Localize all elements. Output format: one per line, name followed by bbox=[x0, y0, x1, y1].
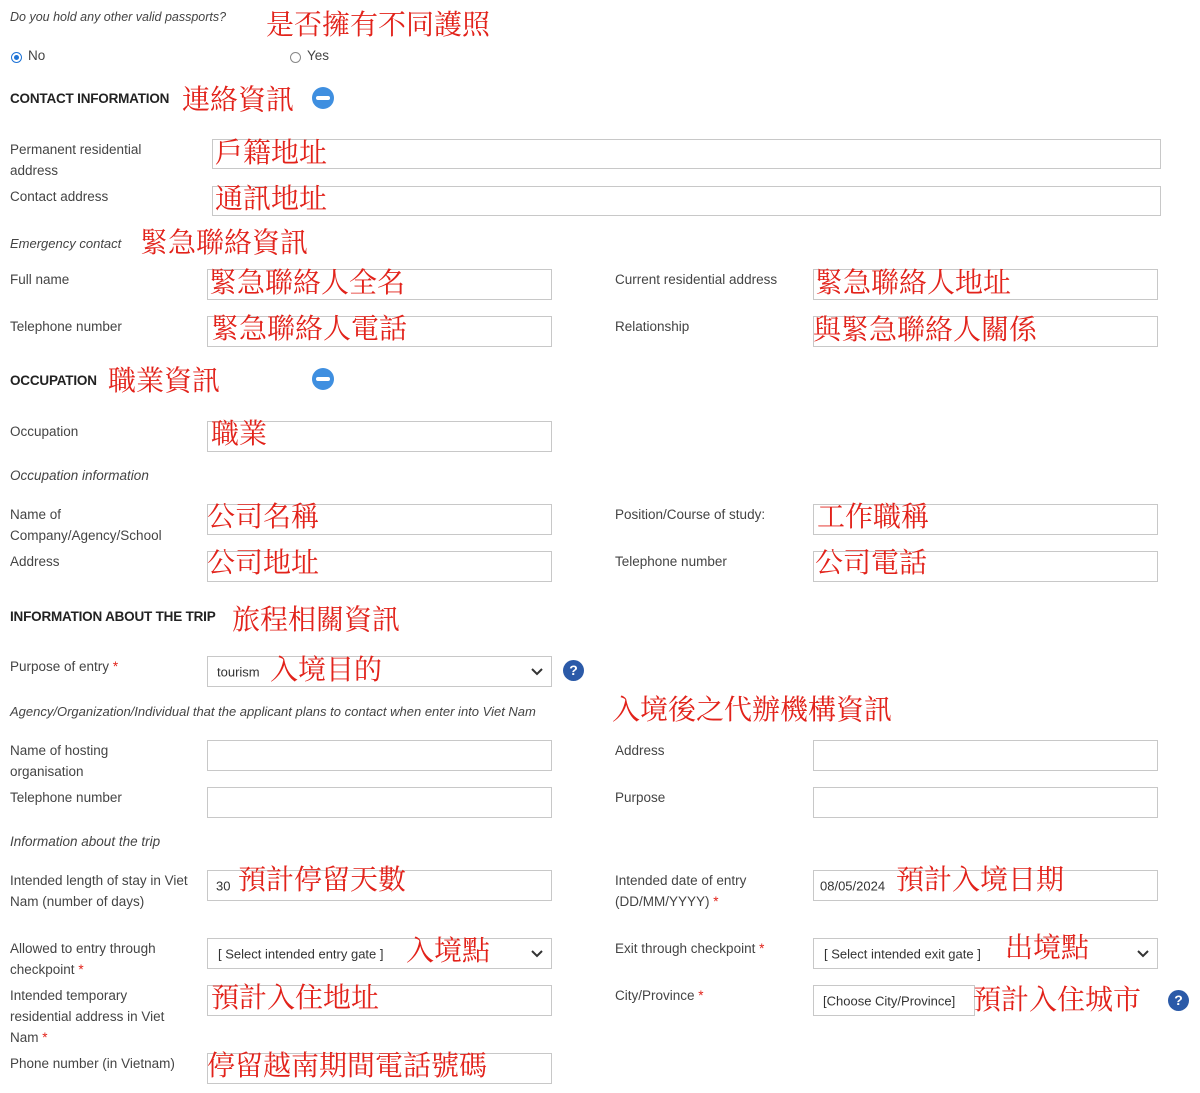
city-label: City/Province * bbox=[615, 988, 704, 1003]
exit-gate-note: 出境點 bbox=[1005, 931, 1090, 964]
permanent-address-label: Permanent residential address bbox=[10, 142, 142, 178]
contact-address-label: Contact address bbox=[10, 189, 109, 204]
purpose-note: 入境目的 bbox=[270, 653, 383, 686]
trip-info-title: Information about the trip bbox=[10, 834, 161, 849]
radio-no-label: No bbox=[28, 48, 46, 63]
radio-yes[interactable] bbox=[290, 52, 301, 63]
purpose-select-value: tourism bbox=[217, 664, 260, 679]
contact-section-title: CONTACT INFORMATION bbox=[10, 91, 170, 106]
purpose-label: Purpose of entry * bbox=[10, 659, 119, 674]
emergency-title: Emergency contact bbox=[10, 236, 122, 251]
occupation-label: Occupation bbox=[10, 424, 79, 439]
collapse-occupation-icon[interactable] bbox=[312, 368, 334, 390]
agency-phone-label: Telephone number bbox=[10, 790, 122, 805]
emergency-fullname-note: 緊急聯絡人全名 bbox=[209, 266, 406, 299]
city-help-icon[interactable]: ? bbox=[1168, 990, 1189, 1011]
emergency-relationship-note: 與緊急聯絡人關係 bbox=[813, 313, 1038, 346]
trip-note: 旅程相關資訊 bbox=[232, 603, 401, 636]
collapse-contact-icon[interactable] bbox=[312, 87, 334, 109]
occupation-input-note: 職業 bbox=[211, 417, 268, 450]
temp-address-note: 預計入住地址 bbox=[211, 981, 380, 1014]
company-name-note: 公司名稱 bbox=[207, 500, 320, 533]
emergency-current-address-label: Current residential address bbox=[615, 272, 778, 287]
passports-question: Do you hold any other valid passports? bbox=[10, 10, 227, 24]
agency-note: 入境後之代辦機構資訊 bbox=[612, 693, 893, 726]
radio-no[interactable] bbox=[11, 52, 22, 63]
emergency-relationship-label: Relationship bbox=[615, 319, 690, 334]
chevron-down-icon bbox=[531, 668, 543, 676]
entry-date-note: 預計入境日期 bbox=[896, 863, 1065, 896]
entry-gate-label: Allowed to entry through checkpoint * bbox=[10, 941, 156, 977]
contact-address-input[interactable] bbox=[212, 186, 1161, 216]
emergency-fullname-label: Full name bbox=[10, 272, 70, 287]
emergency-phone-note: 緊急聯絡人電話 bbox=[211, 312, 408, 345]
agency-phone-input[interactable] bbox=[207, 787, 552, 818]
entry-gate-value: [ Select intended entry gate ] bbox=[218, 946, 384, 961]
position-label: Position/Course of study: bbox=[615, 507, 766, 522]
stay-length-note: 預計停留天數 bbox=[238, 863, 407, 896]
entry-date-value: 08/05/2024 bbox=[820, 878, 886, 893]
agency-purpose-input[interactable] bbox=[813, 787, 1158, 818]
permanent-address-input[interactable] bbox=[212, 136, 1161, 169]
permanent-address-note: 戶籍地址 bbox=[215, 136, 328, 169]
city-select-value: [Choose City/Province] bbox=[823, 993, 956, 1008]
company-address-label: Address bbox=[10, 554, 60, 569]
position-note: 工作職稱 bbox=[817, 500, 930, 533]
emergency-note: 緊急聯絡資訊 bbox=[140, 226, 309, 259]
vn-phone-note: 停留越南期間電話號碼 bbox=[207, 1049, 488, 1082]
agency-title: Agency/Organization/Individual that the applicant plans to contact when enter into Viet Nam bbox=[10, 704, 536, 719]
passports-note: 是否擁有不同護照 bbox=[266, 8, 491, 41]
emergency-phone-label: Telephone number bbox=[10, 319, 122, 334]
entry-date-label: Intended date of entry (DD/MM/YYYY) * bbox=[615, 873, 747, 909]
city-select[interactable] bbox=[813, 985, 975, 1016]
entry-gate-note: 入境點 bbox=[406, 934, 491, 967]
chevron-down-icon bbox=[531, 950, 543, 958]
agency-address-input[interactable] bbox=[813, 740, 1158, 771]
exit-gate-value: [ Select intended exit gate ] bbox=[824, 946, 981, 961]
agency-address-label: Address bbox=[615, 743, 665, 758]
contact-note: 連絡資訊 bbox=[182, 83, 295, 116]
purpose-help-icon[interactable]: ? bbox=[563, 660, 584, 681]
temp-address-label: Intended temporary residential address in Viet Nam * bbox=[10, 988, 165, 1045]
emergency-current-address-note: 緊急聯絡人地址 bbox=[815, 266, 1012, 299]
company-phone-label: Telephone number bbox=[615, 554, 727, 569]
agency-purpose-label: Purpose bbox=[615, 790, 666, 805]
company-name-label: Name of Company/Agency/School bbox=[10, 507, 162, 543]
entry-gate-select[interactable] bbox=[207, 938, 552, 969]
chevron-down-icon bbox=[1137, 950, 1149, 958]
contact-address-note: 通訊地址 bbox=[215, 182, 328, 215]
radio-yes-label: Yes bbox=[307, 48, 330, 63]
hosting-org-label: Name of hosting organisation bbox=[10, 743, 109, 779]
stay-length-label: Intended length of stay in Viet Nam (number of days) bbox=[10, 873, 188, 909]
occupation-section-title: OCCUPATION bbox=[10, 373, 97, 388]
company-phone-note: 公司電話 bbox=[815, 546, 928, 579]
stay-length-value: 30 bbox=[216, 878, 231, 893]
city-note: 預計入住城市 bbox=[973, 983, 1142, 1016]
exit-gate-select[interactable] bbox=[813, 938, 1158, 969]
trip-section-title: INFORMATION ABOUT THE TRIP bbox=[10, 609, 216, 624]
hosting-org-input[interactable] bbox=[207, 740, 552, 771]
exit-gate-label: Exit through checkpoint * bbox=[615, 941, 765, 956]
vn-phone-label: Phone number (in Vietnam) bbox=[10, 1056, 175, 1071]
occupation-info-title: Occupation information bbox=[10, 468, 149, 483]
company-address-note: 公司地址 bbox=[207, 546, 320, 579]
occupation-note: 職業資訊 bbox=[108, 364, 221, 397]
